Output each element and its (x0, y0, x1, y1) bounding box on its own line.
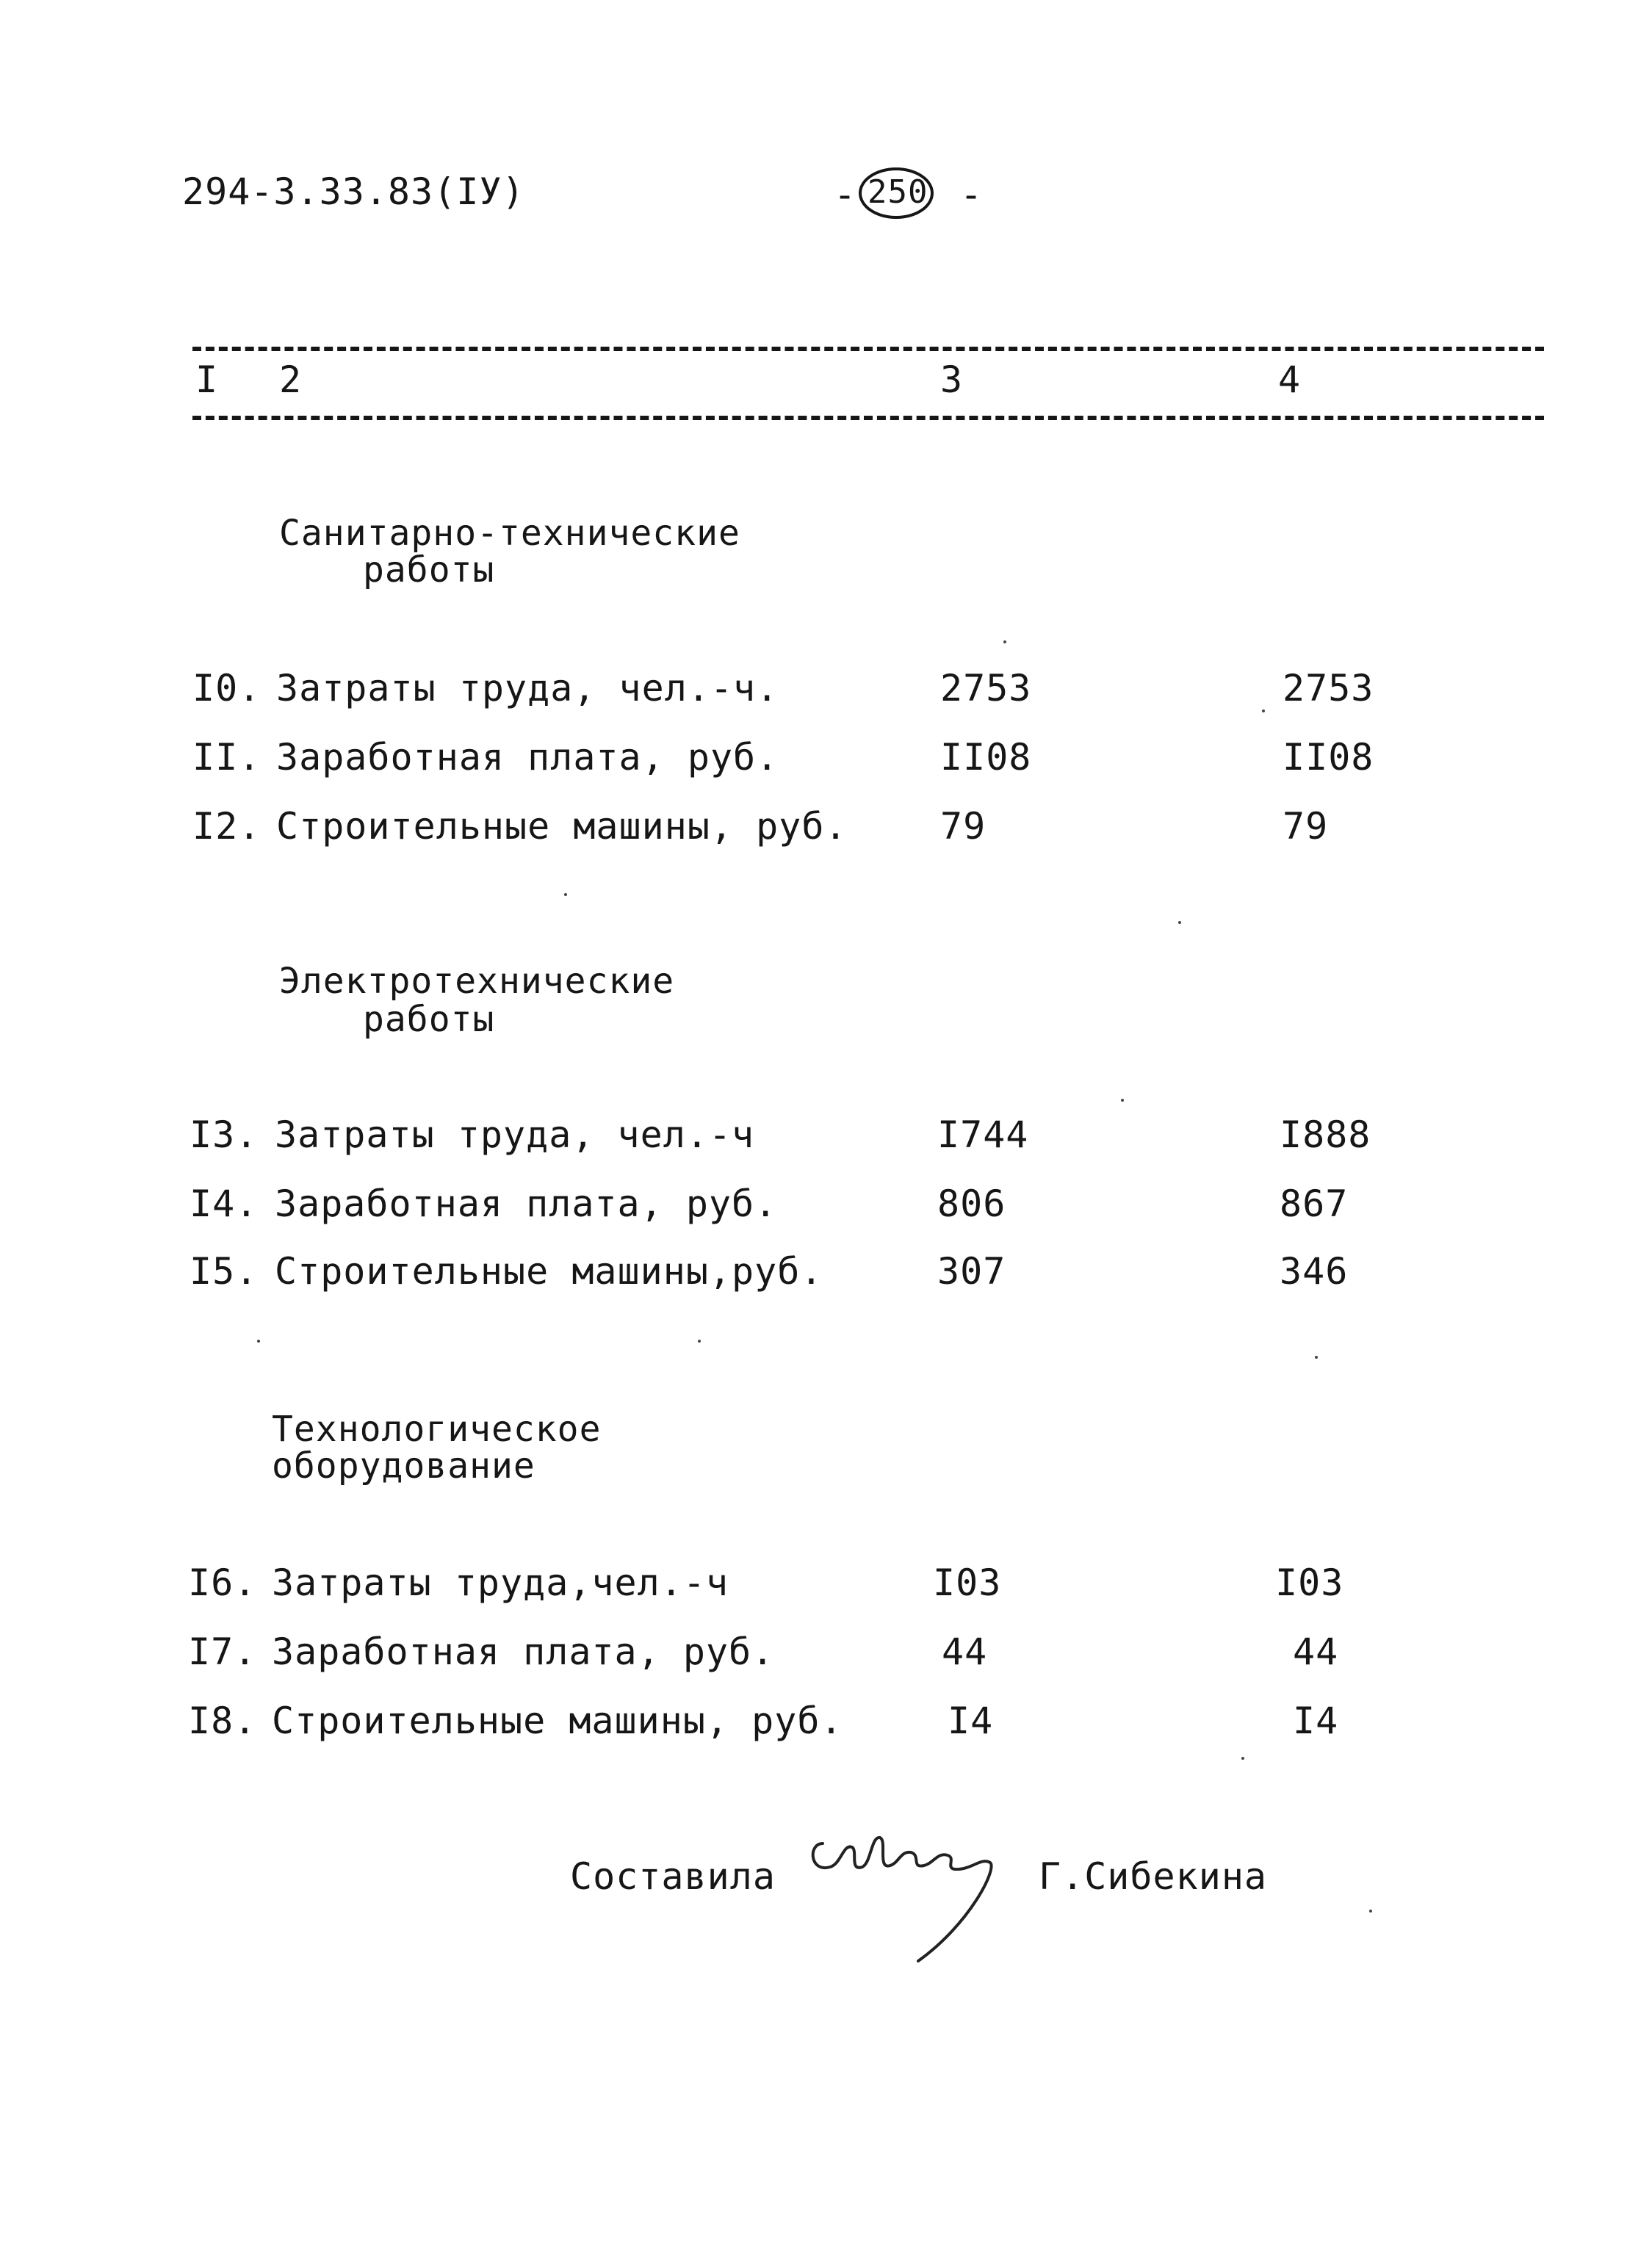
row-number: I0. (192, 667, 261, 709)
scan-speck (564, 893, 567, 896)
scan-speck (1003, 640, 1006, 643)
scan-speck (1369, 1910, 1372, 1913)
table-header-rule-bottom (192, 416, 1544, 420)
row-value-col3: I744 (937, 1113, 1029, 1156)
row-value-col4: I4 (1293, 1700, 1339, 1742)
compiler-name: Г.Сибекина (1039, 1855, 1268, 1898)
row-number: I7. (188, 1631, 257, 1673)
scan-speck (1315, 1356, 1318, 1359)
row-value-col4: I03 (1275, 1561, 1344, 1604)
row-value-col3: I03 (933, 1561, 1002, 1604)
row-label: Строительные машины,руб. (275, 1250, 823, 1293)
column-header-3: 3 (940, 358, 964, 401)
page-number: 250 (868, 173, 928, 211)
page-number-stamp (834, 167, 1003, 219)
row-label: Затраты труда, чел.-ч. (276, 667, 779, 709)
row-label: Строительные машины, руб. (272, 1700, 843, 1742)
row-label: Затраты труда,чел.-ч (272, 1561, 729, 1604)
row-label: Строительные машины, руб. (276, 805, 848, 848)
document-code: 294-3.33.83(IУ) (182, 170, 525, 213)
row-number: I6. (188, 1561, 257, 1604)
row-value-col4: 44 (1293, 1631, 1339, 1673)
section-title-electrical: Электротехнические (279, 961, 675, 1002)
row-label: Заработная плата, руб. (276, 736, 779, 779)
scan-speck (257, 1340, 260, 1343)
row-number: I5. (190, 1250, 259, 1293)
row-value-col4: II08 (1283, 736, 1374, 779)
row-value-col4: 2753 (1283, 667, 1374, 709)
handwritten-signature (801, 1814, 1006, 1968)
section-title-technological: Технологическое (272, 1409, 602, 1450)
section-subtitle-electrical: работы (363, 999, 495, 1040)
section-subtitle-sanitary: работы (363, 549, 495, 591)
row-number: II. (192, 736, 261, 779)
row-label: Заработная плата, руб. (275, 1182, 778, 1225)
row-label: Затраты труда, чел.-ч (275, 1113, 755, 1156)
page-number-dash-right: - (960, 173, 983, 216)
row-value-col3: I4 (948, 1700, 994, 1742)
column-header-2: 2 (279, 358, 303, 401)
scan-speck (698, 1340, 701, 1343)
compiled-by-label: Составила (570, 1855, 776, 1898)
scan-speck (1262, 709, 1265, 712)
row-number: I4. (190, 1182, 259, 1225)
row-value-col4: 867 (1280, 1182, 1349, 1225)
row-number: I3. (190, 1113, 259, 1156)
row-value-col3: 307 (937, 1250, 1006, 1293)
section-title-sanitary: Санитарно-технические (279, 513, 740, 554)
row-value-col3: II08 (940, 736, 1032, 779)
scan-speck (1121, 1099, 1124, 1102)
row-value-col3: 44 (942, 1631, 988, 1673)
scan-speck (1241, 1757, 1244, 1760)
column-header-1: I (195, 358, 219, 401)
row-value-col3: 806 (937, 1182, 1006, 1225)
row-value-col4: 79 (1283, 805, 1329, 848)
row-value-col3: 79 (940, 805, 986, 848)
row-value-col4: 346 (1280, 1250, 1349, 1293)
page-number-dash-left: - (834, 173, 856, 216)
row-label: Заработная плата, руб. (272, 1631, 775, 1673)
scan-speck (1178, 921, 1181, 924)
column-header-4: 4 (1278, 358, 1302, 401)
section-subtitle-technological: оборудование (272, 1445, 535, 1487)
row-value-col4: I888 (1280, 1113, 1371, 1156)
row-number: I8. (188, 1700, 257, 1742)
row-value-col3: 2753 (940, 667, 1032, 709)
row-number: I2. (192, 805, 261, 848)
table-header-rule-top (192, 347, 1544, 351)
